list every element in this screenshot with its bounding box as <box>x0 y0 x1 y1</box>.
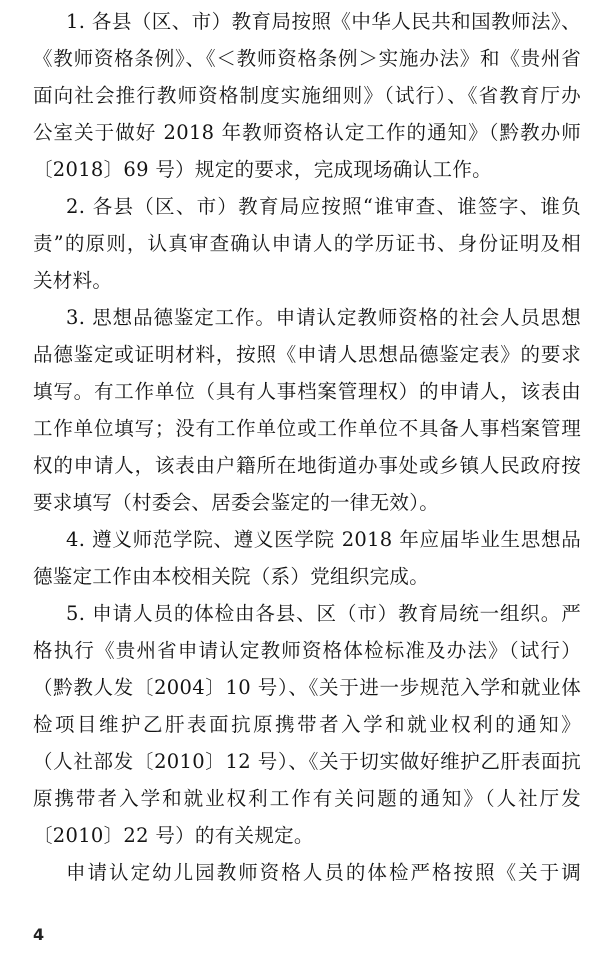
paragraph-1-line-5: 〔2018〕69 号）规定的要求，完成现场确认工作。 <box>33 158 492 181</box>
paragraph-5-line-7: 〔2010〕22 号）的有关规定。 <box>33 824 314 847</box>
paragraph-6-line-1: 申请认定幼儿园教师资格人员的体检严格按照《关于调 <box>66 861 581 884</box>
paragraph-5-line-1: 5. 申请人员的体检由各县、区（市）教育局统一组织。严 <box>66 602 581 625</box>
paragraph-3-line-6: 要求填写（村委会、居委会鉴定的一律无效）。 <box>33 491 440 514</box>
paragraph-3-line-4: 工作单位填写；没有工作单位或工作单位不具备人事档案管理 <box>33 417 581 440</box>
paragraph-3-line-5: 权的申请人，该表由户籍所在地街道办事处或乡镇人民政府按 <box>33 454 581 477</box>
paragraph-1-line-4: 公室关于做好 2018 年教师资格认定工作的通知》（黔教办师 <box>33 121 581 144</box>
paragraph-2-line-2: 责”的原则，认真审查确认申请人的学历证书、身份证明及相 <box>33 232 581 255</box>
page-number: 4 <box>33 925 45 944</box>
paragraph-1-line-1: 1. 各县（区、市）教育局按照《中华人民共和国教师法》、 <box>66 10 581 33</box>
paragraph-5-line-6: 原携带者入学和就业权利工作有关问题的通知》（人社厅发 <box>33 787 581 810</box>
paragraph-2-line-3: 关材料。 <box>33 269 113 292</box>
paragraph-3-line-1: 3. 思想品德鉴定工作。申请认定教师资格的社会人员思想 <box>66 306 581 329</box>
paragraph-1-line-2: 《教师资格条例》、《＜教师资格条例＞实施办法》和《贵州省 <box>33 47 581 70</box>
paragraph-4-line-1: 4. 遵义师范学院、遵义医学院 2018 年应届毕业生思想品 <box>66 528 581 551</box>
paragraph-5-line-4: 检项目维护乙肝表面抗原携带者入学和就业权利的通知》 <box>33 713 581 736</box>
paragraph-5-line-5: （人社部发〔2010〕12 号）、《关于切实做好维护乙肝表面抗 <box>33 750 581 773</box>
paragraph-5-line-2: 格执行《贵州省申请认定教师资格体检标准及办法》（试行） <box>33 639 581 662</box>
paragraph-5-line-3: （黔教人发〔2004〕10 号）、《关于进一步规范入学和就业体 <box>33 676 581 699</box>
paragraph-3-line-3: 填写。有工作单位（具有人事档案管理权）的申请人，该表由 <box>33 380 581 403</box>
paragraph-2-line-1: 2. 各县（区、市）教育局应按照“谁审查、谁签字、谁负 <box>66 195 581 218</box>
paragraph-4-line-2: 德鉴定工作由本校相关院（系）党组织完成。 <box>33 565 430 588</box>
paragraph-1-line-3: 面向社会推行教师资格制度实施细则》（试行）、《省教育厅办 <box>33 84 581 107</box>
paragraph-3-line-2: 品德鉴定或证明材料，按照《申请人思想品德鉴定表》的要求 <box>33 343 581 366</box>
